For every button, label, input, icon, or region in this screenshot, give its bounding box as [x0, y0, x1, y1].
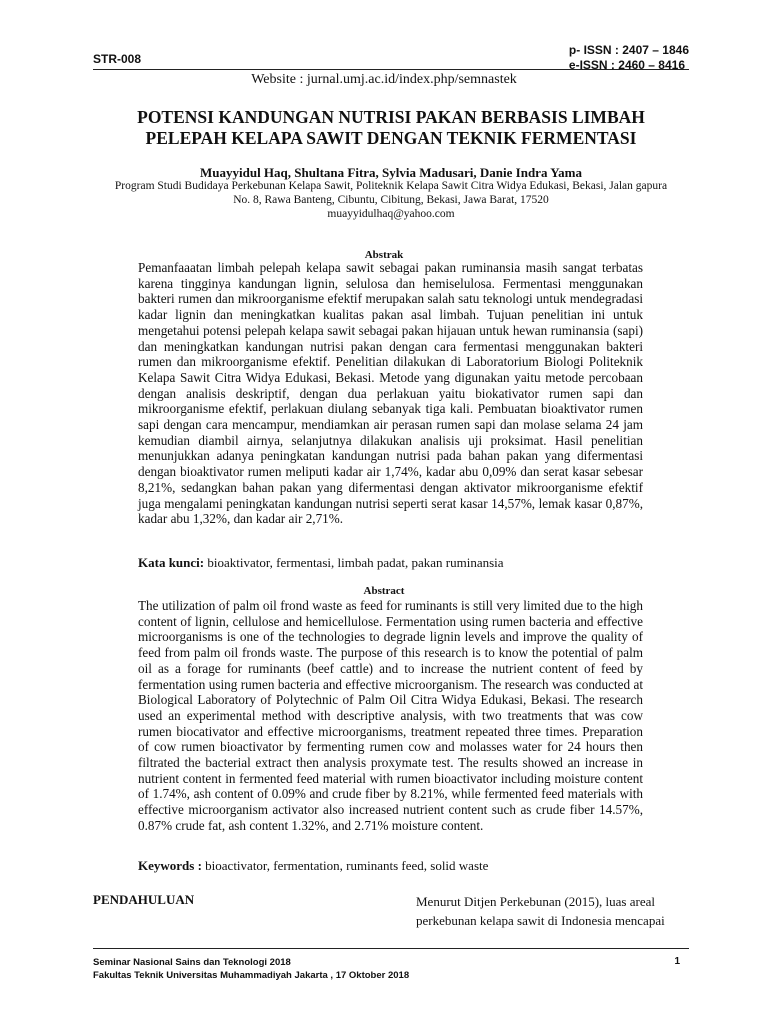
abstrak-heading: Abstrak	[364, 249, 404, 261]
footer-faculty: Fakultas Teknik Universitas Muhammadiyah Jakarta , 17 Oktober 2018	[93, 970, 410, 981]
header-divider	[93, 69, 689, 70]
keywords-label: Keywords :	[138, 858, 202, 873]
section-heading: PENDAHULUAN	[93, 892, 195, 907]
paper-title	[93, 107, 689, 149]
author-list: Muayyidul Haq, Shultana Fitra, Sylvia Madusari, Danie Indra Yama	[200, 165, 582, 180]
footer-divider	[93, 948, 689, 949]
kata-kunci-values: bioaktivator, fermentasi, limbah padat, pakan ruminansia	[204, 555, 504, 570]
title-line-1: POTENSI KANDUNGAN NUTRISI PAKAN BERBASIS LIMBAH	[137, 107, 645, 127]
e-issn: e-ISSN : 2460 – 8416	[568, 58, 685, 72]
kata-kunci	[138, 555, 504, 571]
footer-info	[93, 956, 409, 982]
kata-kunci-label: Kata kunci:	[138, 555, 205, 570]
abstract-heading: Abstract	[363, 585, 405, 597]
affiliation-line-1: Program Studi Budidaya Perkebunan Kelapa Sawit, Politeknik Kelapa Sawit Citra Widya Edukasi, Bekasi, Jalan gapura	[114, 180, 668, 192]
page-number: 1	[674, 956, 680, 967]
author-email: muayyidulhaq@yahoo.com	[327, 208, 455, 220]
affiliation-line-2: No. 8, Rawa Banteng, Cibuntu, Cibitung, Bekasi, Jawa Barat, 17520	[233, 194, 549, 206]
intro-line-2: perkebunan kelapa sawit di Indonesia mencapai	[416, 913, 665, 928]
footer-seminar: Seminar Nasional Sains dan Teknologi 2018	[93, 957, 291, 968]
intro-paragraph	[416, 892, 692, 930]
abstrak-body: Pemanfaaatan limbah pelepah kelapa sawit sebagai pakan ruminansia masih sangat terbatas karena tingginya kandungan lignin, selulosa dan hemiselulosa. Fermentasi menggunakan bakteri rumen dan mikroorganisme efektif merupakan salah satu teknologi untuk mendegradasi kadar lignin dan meningkatkan kualitas pakan asal limbah. Tujuan penelitian ini untuk mengetahui potensi pelepah kelapa sawit sebagai pakan hijauan untuk hewan ruminansia (sapi) dan meningkatkan kandungan nutrisi pakan dengan cara fermentasi menggunakan bakteri rumen dan mikroorganisme efektif. Penelitian dilakukan di Laboratorium Biologi Politeknik Kelapa Sawit Citra Widya Edukasi, Bekasi. Metode yang digunakan yaitu metode percobaan dengan analisis deskriptif, dengan dua perlakuan yaitu biokativator rumen sapi dan mikroorganisme efektif, perlakuan diulang sebanyak tiga kali. Pembuatan bioaktivator rumen sapi dengan cara mencampur, mendiamkan air perasan rumen sapi dan molase selama 24 jam kemudian diambil airnya, selanjutnya dilakukan analisis uji proksimat. Hasil penelitian menunjukkan adanya peningkatan kandungan nutrisi pada bahan pakan yang difermentasi dengan bioaktivator rumen meliputi kadar air 1,74%, kadar abu 0,09% dan serat kasar sebesar 8,21%, sedangkan bahan pakan yang difermentasi dengan aktivator mikroorganisme efektif juga mengalami peningkatan kandungan nutrisi seperti serat kasar 14,57%, lemak kasar 0,87%, kadar abu 1,32%, dan kadar air 2,71%.	[138, 260, 643, 527]
affiliation	[93, 179, 689, 221]
keywords	[138, 858, 488, 874]
intro-line-1: Menurut Ditjen Perkebunan (2015), luas areal	[416, 894, 655, 909]
title-line-2: PELEPAH KELAPA SAWIT DENGAN TEKNIK FERMENTASI	[145, 128, 637, 148]
p-issn: p- ISSN : 2407 – 1846	[568, 43, 689, 57]
abstract-body: The utilization of palm oil frond waste as feed for ruminants is still very limited due to the high content of lignin, cellulose and hemicellulose. Fermentation using rumen bacteria and effective microorganisms is one of the technologies to degrade lignin levels and improve the quality of feed from palm oil fronds waste. The purpose of this research is to know the potential of palm oil as a forage for ruminants (beef cattle) and to increase the nutrient content of feed by fermentation using rumen bacteria and effective microorganism. The research was conducted at Biological Laboratory of Polytechnic of Palm Oil Citra Widya Edukasi, Bekasi. The research used an experimental method with descriptive analysis, with two treatments that was cow rumen biocativator and effective microorganisms, treatment repeated three times. Preparation of cow rumen bioactivator by fermenting rumen cow and molasses water for 24 hours then filtrated the bacterial extract then analysis proxymate test. The results showed an increase in nutrient content in fermented feed material with rumen bioactivator including moisture content of 1.74%, ash content of 0.09% and crude fiber by 8.21%, while fermented feed materials with effective microorganism activator also increased nutrient content such as crude fiber 14.57%, 0.87% crude fat, ash content 1.32%, and 2.71% moisture content.	[138, 598, 643, 833]
paper-code: STR-008	[93, 52, 142, 66]
keywords-values: bioactivator, fermentation, ruminants feed, solid waste	[201, 858, 489, 873]
website-line: Website : jurnal.umj.ac.id/index.php/semnastek	[251, 72, 517, 87]
